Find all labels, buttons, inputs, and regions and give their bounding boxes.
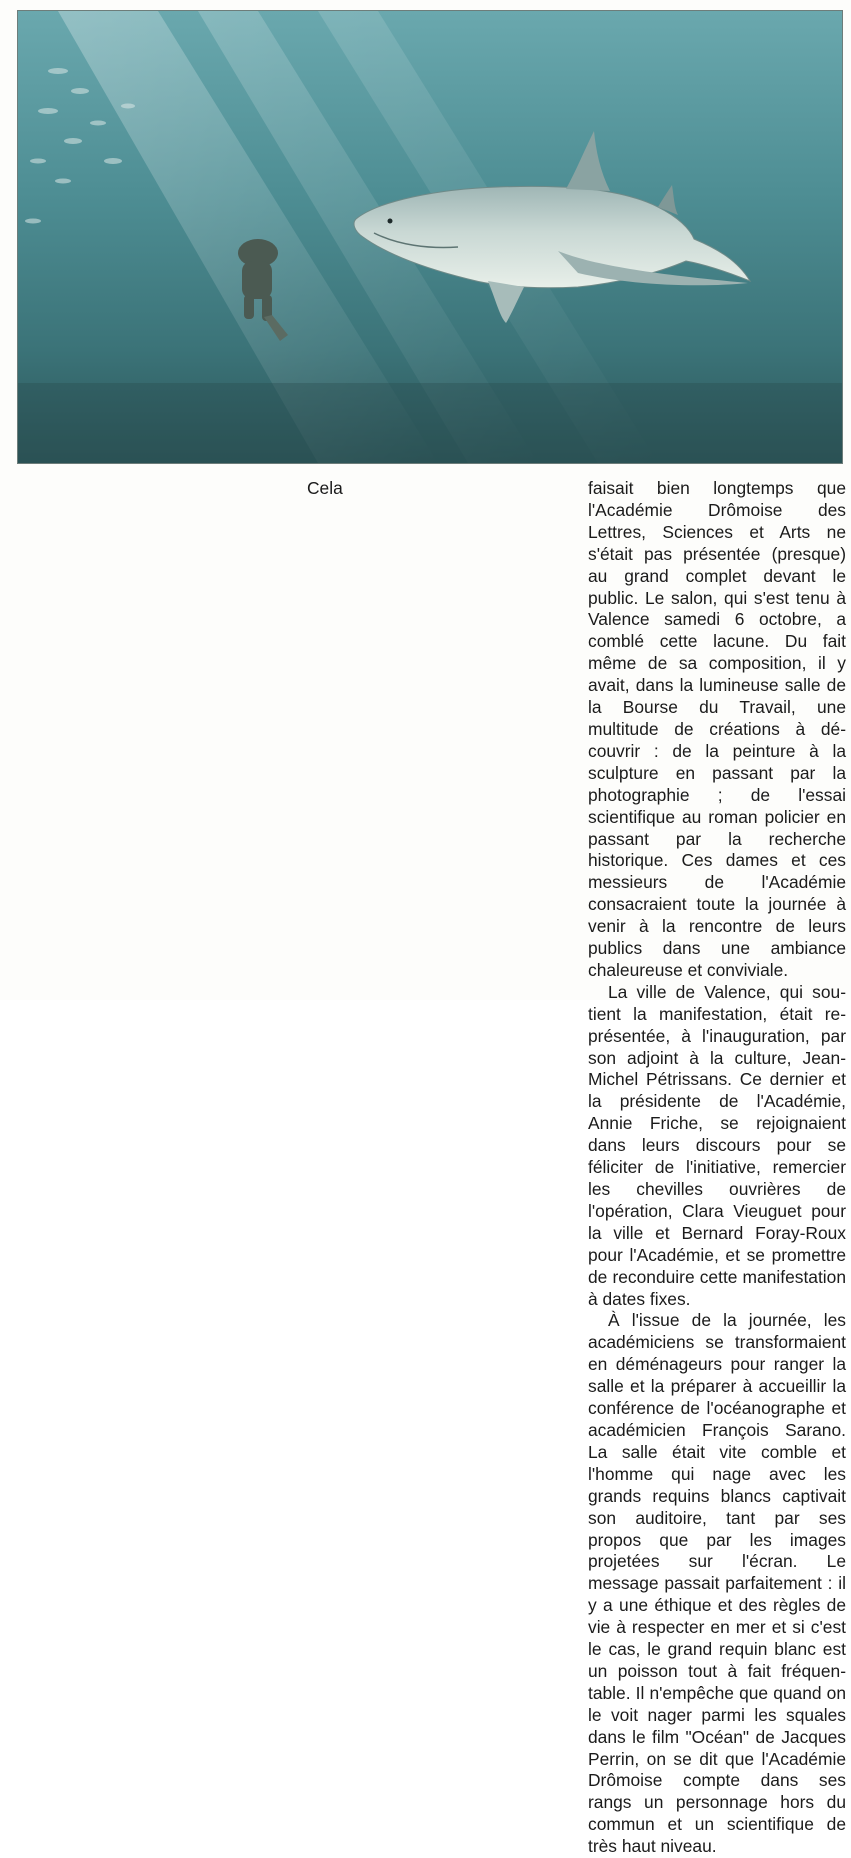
article-column-3	[588, 478, 846, 1857]
article-column-2	[307, 478, 565, 993]
article-column-1	[26, 478, 284, 993]
article-photo	[17, 10, 843, 464]
article-paragraph: faisait bien longtemps que l'Académie Drômoise des Lettres, Sciences et Arts ne s'était pas présentée (presque) au grand complet devant le public. Le salon, qui s'est tenu à Valence samedi 6 octobre, a comblé cette lacune. Du fait même de sa composition, il y avait, dans la lumineuse salle de la Bourse du Travail, une multitude de créations à découvrir : de la peinture à la sculpture en passant par la photographie ; de l'essai scientifique au roman policier en passant par la recherche historique. Ces dames et ces messieurs de l'Académie consacraient toute la journée à venir à la rencontre de leurs publics dans une ambiance chaleureuse et conviviale.	[588, 478, 846, 980]
article-paragraph: À l'issue de la journée, les académiciens se transformaient en déménageurs pour ranger la salle et la préparer à accueillir la conférence de l'océanographe et académicien François Sarano. La salle était vite comble et l'homme qui nage avec les grands requins blancs captivait son auditoire, tant par ses propos que par les images projetées sur l'écran. Le message passait parfaitement : il y a une éthique et des règles de vie à respecter en mer et si c'est le cas, le grand requin blanc est un poisson tout à fait fréquentable. Il n'empêche que quand on le voit nager parmi les squales dans le film "Océan" de Jacques Perrin, on se dit que l'Académie Drômoise compte dans ses rangs un personnage hors du commun et un scientifique de très haut niveau.	[588, 1310, 846, 1857]
article-body	[26, 478, 846, 1857]
article-paragraph: Cela	[307, 478, 343, 498]
shark-diver-illustration	[18, 11, 842, 463]
article-paragraph: La ville de Valence, qui soutient la manifestation, était représentée, à l'inauguration, par son adjoint à la culture, Jean-Michel Pétrissans. Ce dernier et la présidente de l'Académie, Annie Friche, se rejoignaient dans leurs discours pour se féliciter de l'initiative, remercier les chevilles ouvrières de l'opération, Clara Vieuguet pour la ville et Bernard Foray-Roux pour l'Académie, et se promettre de reconduire cette manifestation à dates fixes.	[588, 981, 846, 1309]
